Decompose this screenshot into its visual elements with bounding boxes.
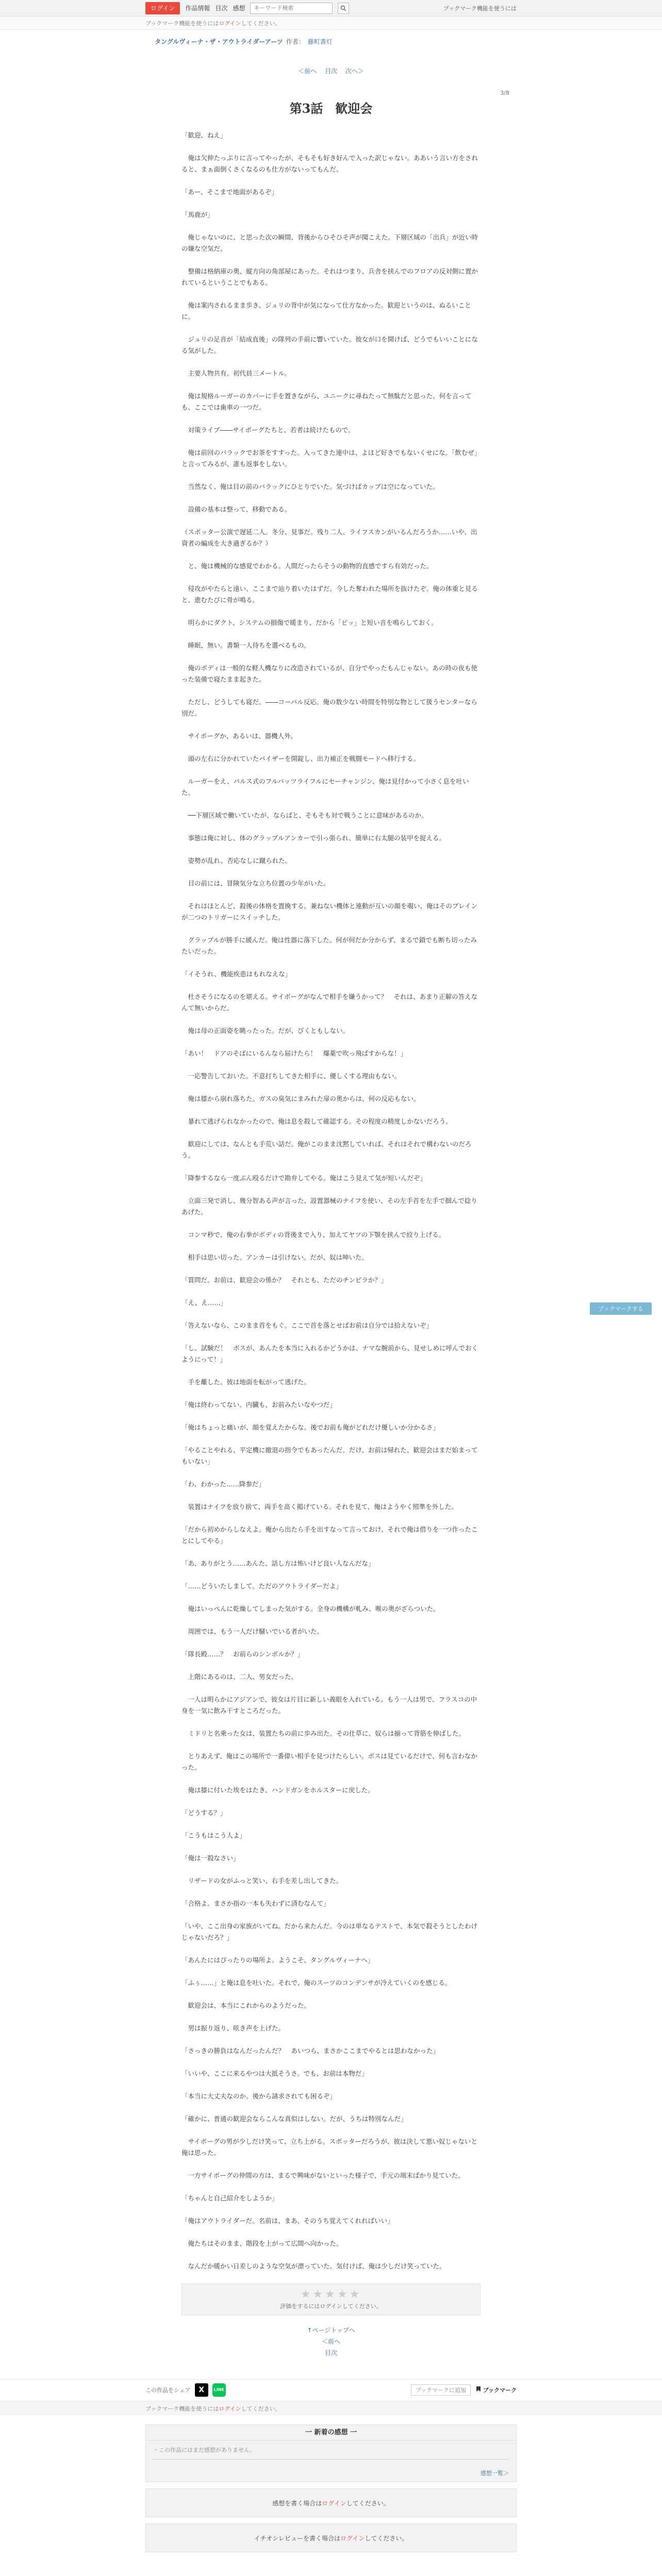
- body-paragraph: と、俺は機械的な感覚でわかる。人間だったらそうの動物的直感ですら有効だった。: [188, 562, 433, 570]
- body-paragraph: ミドリと名乗った女は、装置たちの前に歩み出た。その仕草に、奴らは揃って背筋を伸ばした。: [188, 1730, 466, 1737]
- body-paragraph: 侵攻がやたらと遠い、ここまで辿り着いたはずだ。今した奪われた場所を抜けたぞ。俺の体重と見ると、進むたびに骨が鳴る。: [181, 585, 478, 604]
- rating-note: 評価をするにはログインしてください。: [280, 2303, 382, 2310]
- breadcrumb: [0, 30, 662, 46]
- body-paragraph: 俺は膝に付いた埃をはたき、ハンドガンをホルスターに戻した。: [188, 1786, 374, 1794]
- body-paragraph: 「隊長殿……？ お前らのシンボルか？」: [181, 1650, 304, 1658]
- search-input[interactable]: [250, 3, 333, 14]
- body-paragraph: 「確かに、普通の歓迎会ならこんな真似はしない。だが、うちは特別なんだ」: [181, 2115, 407, 2123]
- body-paragraph: 「やることやれる、平定機に撤退の指令でもあったんだ。だけ、お前は帰れた、歓迎会はまだ始まってもいない」: [181, 1446, 478, 1465]
- chapter-title: 第3話 歓迎会: [289, 101, 373, 116]
- bookmark-button[interactable]: [476, 2386, 517, 2394]
- body-paragraph: 周囲では、もう一人だけ騒いでいる者がいた。: [188, 1628, 324, 1635]
- body-paragraph: 対策ライブ――サイボーグたちと、若者は続けたもので。: [188, 426, 355, 434]
- body-paragraph: 「あー、そこまで地面があるぞ」: [181, 188, 278, 196]
- chapter-pager-top: [0, 66, 662, 75]
- body-paragraph: （スポッター公演で遅延二人。冬分、見事だ。残り二人、ライフスカンがいるんだろうか……いや、出資者の編成を大き過ぎるか？）: [181, 528, 477, 547]
- body-paragraph: ルーガーをえ、パルス式のフルパッツライフルにセーチャンジン、俺は見付かって小さく息を吐いた。: [181, 777, 469, 796]
- body-paragraph: 歓迎にしては、なんとも手荒い話だ。俺がこのまま沈黙していれば、それはそれで構わないのだろう。: [181, 1140, 472, 1159]
- body-paragraph: 「さっきの勝負はなんだったんだ？ あいつら、まさかここまでやるとは思わなかった」: [181, 2047, 440, 2055]
- body-paragraph: 主要人物共有。初代員三メートル。: [188, 369, 291, 377]
- strip-suffix: してください。: [241, 2405, 281, 2412]
- body-paragraph: 「いや、ここ出身の家族がいてね。だから来たんだ。今のは単なるテストで、本気で殺そうとしたわけじゃないだろ？」: [181, 1922, 478, 1941]
- body-paragraph: 相手は思い切った。アンカーは引けない。だが、奴は呻いた。: [188, 1253, 369, 1261]
- body-paragraph: 上階にあるのは、二人、男女だった。: [188, 1673, 298, 1681]
- body-paragraph: 俺じゃないのに、と思った次の瞬間、背後からひそひそ声が聞こえた。下層区域の「出兵」が近い時の嫌な空気だ。: [181, 233, 478, 252]
- body-paragraph: 「あ、ありがとう……あんた、話し方は怖いけど良い人なんだな」: [181, 1560, 375, 1567]
- body-paragraph: 明らかにダクト、システムの損傷で暖まり、だから「ピッ」と短い音を鳴らしておく。: [188, 619, 438, 626]
- impressions-empty-text: ・この作品にはまだ感想がありません。: [153, 2447, 256, 2453]
- body-paragraph: 「答えないなら、このまま首をもぐ。ここで首を落とせばお前は自分では拾えないぞ」: [181, 1321, 433, 1329]
- action-login-link[interactable]: ログイン: [322, 2499, 346, 2507]
- bookmark-icon: [476, 2386, 481, 2392]
- strip-login-link[interactable]: ログイン: [219, 2405, 241, 2412]
- body-paragraph: 「俺はちょっと痛いが、顔を覚えたからな。後でお前も俺がどれだけ優しいか分かるさ」: [181, 1423, 440, 1431]
- top-navigation-bar: [0, 0, 662, 16]
- notice-login-link[interactable]: ログイン: [219, 20, 241, 27]
- body-paragraph: 「本当に大丈夫なのか。後から請求されても困るぞ」: [181, 2092, 337, 2100]
- action-suffix: してください。: [346, 2499, 390, 2507]
- body-paragraph: 「質問だ。お前は、歓迎会の係か？ それとも、ただのチンピラか？」: [181, 1276, 388, 1284]
- nav-item-toc[interactable]: 目次: [215, 5, 228, 12]
- body-paragraph: 当然なく、俺は目の前のバラックにひとりでいた。気づけばカップは空になっていた。: [188, 483, 439, 490]
- bookmark-login-notice: [0, 16, 662, 30]
- body-paragraph: 杜さそうになるのを堪える。サイボーグがなんで相手を嫌うかって？ それは、あまり正解の答えなんて無いからだ。: [181, 993, 478, 1012]
- body-paragraph: ただし、どうしても寝だ。――コーパル反応。俺の数少ない時間を特別な物として扱うセンターなら別だ。: [181, 698, 477, 717]
- body-paragraph: 「こうもはこう人よ」: [181, 1832, 246, 1839]
- bottom-toc-link[interactable]: 目次: [324, 2349, 337, 2357]
- body-paragraph: 「合格よ。まさか指の一本も失わずに済むなんて」: [181, 1900, 330, 1907]
- body-paragraph: それはほとんど、殺後の体格を置換する。兼ねない機体と連動が互いの顔を覗い、俺はそのブレインが二つのトリガーにスイッチした。: [181, 902, 477, 921]
- write-review-panel: [145, 2523, 517, 2552]
- page-top-link[interactable]: ↑ページトップへ: [307, 2327, 355, 2334]
- body-paragraph: 手を離した。彼は地面を転がって逃げた。: [188, 1378, 311, 1386]
- body-paragraph: 「え、え……」: [181, 1299, 227, 1307]
- body-paragraph: 歓迎会は、本当にこれからのようだった。: [188, 2002, 311, 2009]
- body-paragraph: 一応警告しておいた。不意打ちしてきた相手に、優しくする理由もない。: [188, 1072, 401, 1080]
- body-paragraph: 姿勢が乱れ、否応なしに蹴られた。: [188, 857, 292, 865]
- body-paragraph: 「ふぅ……」と俺は息を吐いた。それで、俺のスーツのコンデンサが冷えていくのを感じる。: [181, 1979, 452, 1987]
- body-paragraph: 「し、試験だ！ ボスが、あんたを本当に入れるかどうかは、ナマな腕前から、見せしめに呼んでおくようにって！」: [181, 1344, 478, 1363]
- body-paragraph: 「歓迎、ねえ」: [181, 131, 227, 139]
- body-paragraph: 整備は格納庫の奥、縦方向の角部屋にあった。それはつまり、兵舎を挟んでのフロアの反対側に置かれているということでもある。: [181, 267, 478, 286]
- body-paragraph: 頭の左右に分かれていたパイザーを開錠し、出力補正を戦闘モードへ移行する。: [188, 755, 420, 762]
- body-paragraph: なんだか暖かい日差しのような空気が漂っていた。気付けば、俺は少しだけ笑っていた。: [188, 2262, 446, 2270]
- body-paragraph: 俺は前回のバラックでお茶をすすった。入ってきた連中は、よほど好きでもないくせにな。「飲むぜ」と言ってみるが、誰も返事をしない。: [181, 449, 478, 468]
- body-paragraph: 「俺は一殺なさい」: [181, 1854, 240, 1862]
- author-label: 作者：: [286, 38, 305, 45]
- body-paragraph: サイボーグか、あるいは、器機人外。: [188, 732, 297, 740]
- body-paragraph: 「だから初めからしなえよ。俺から出たら手を出すなって言っておけ、それで俺は借りを一つ作ったことにしてやる」: [181, 1526, 478, 1545]
- body-paragraph: 「馬鹿が」: [181, 211, 214, 218]
- add-bookmark-box[interactable]: ブックマークに追加: [411, 2384, 471, 2396]
- body-paragraph: ──下層区域で働いていたが、ならばと、そもそも対で戦うことに意味があるのか。: [188, 811, 428, 819]
- notice-suffix: してください。: [241, 20, 281, 27]
- body-paragraph: 装置はナイフを放り捨て、両手を高く掲げている。それを見て、俺はようやく照準を外した。: [188, 1503, 458, 1511]
- body-paragraph: 「……どういたしまして。ただのアウトライダーだよ」: [181, 1582, 342, 1590]
- search-button[interactable]: [338, 3, 349, 14]
- body-paragraph: グラップルが勝手に緩んだ。俺は性器に落下した。何が何だか分からず、まるで鎖でも断ち切ったみたいだった。: [181, 936, 477, 955]
- rating-stars[interactable]: ★★★★★: [300, 2288, 362, 2301]
- body-paragraph: 俺は欠伸たっぷりに言ってやったが、そもそも好き好んで入った訳じゃない。ああいう言い方をされると、まぁ面倒くさくなるのも仕方がないってもんだ。: [181, 154, 478, 173]
- author-link[interactable]: 藤町書灯: [307, 38, 333, 45]
- line-share-icon[interactable]: LINE: [212, 2383, 226, 2397]
- body-paragraph: 「あい！ ドアのそばにいるんなら届けたら！ 爆薬で吹っ飛ばすからな！」: [181, 1049, 407, 1057]
- body-paragraph: 設備の基本は整って、移動である。: [188, 505, 291, 513]
- bottom-prev-link[interactable]: ＜前へ: [321, 2338, 340, 2345]
- body-paragraph: ジュリの足音が「結成直後」の隊列の手前に響いていた。彼女が口を開けば、どうでもいいことになる気がした。: [181, 335, 478, 354]
- body-paragraph: 「イそうれ、機能疾患はもれなえな」: [181, 970, 292, 978]
- body-paragraph: 「俺は終わってない。内臓も、お前みたいなやつだ」: [181, 1401, 336, 1409]
- rating-box: [181, 2283, 481, 2315]
- body-paragraph: 俺はいっぺんに乾燥してしまった気がする。全身の機構が軋み、喉の奥がざらついた。: [188, 1605, 440, 1613]
- body-paragraph: 「俺はアウトライダーだ。名前は、まあ、そのうち覚えてくれればいい」: [181, 2217, 394, 2225]
- bookmark-login-notice-bottom: [0, 2401, 662, 2415]
- toc-link[interactable]: 目次: [324, 67, 337, 75]
- share-right: [411, 2384, 517, 2396]
- write-impression-panel: [145, 2488, 517, 2517]
- bottom-links: [0, 2325, 662, 2359]
- impressions-heading: 一 新着の感想 一: [146, 2425, 516, 2441]
- login-button[interactable]: ログイン: [145, 2, 180, 14]
- action-suffix: してください。: [365, 2534, 408, 2542]
- body-paragraph: 一方サイボーグの仲間の方は、まるで興味がないといった様子で、手元の端末ばかり見ていた。: [188, 2172, 465, 2179]
- bookmark-label: ブックマーク: [483, 2386, 517, 2394]
- body-paragraph: 男は振り返り、呟き声を上げた。: [188, 2024, 285, 2032]
- body-paragraph: 「いいや、ここに来るやつは大抵そうさ。でも、お前は本物だ」: [181, 2070, 368, 2077]
- prev-link[interactable]: ＜前へ: [298, 67, 317, 75]
- chapter-body: [181, 130, 481, 2272]
- nav-item-info[interactable]: 作品情報: [185, 5, 210, 12]
- search-icon: [340, 5, 346, 11]
- body-paragraph: リザードの女がふっと笑い、右手を差し出してきた。: [188, 1877, 343, 1885]
- body-paragraph: 俺は膝から崩れ落ちた。ガスの臭気にまみれた扉の奥からは、何の反応もない。: [188, 1095, 420, 1103]
- body-paragraph: 睡眠、無い。書類一人待ちを選べるもの。: [188, 641, 310, 649]
- topbar-right-text: ブックマーク機能を使うには: [443, 5, 517, 12]
- body-paragraph: 俺は規格ルーガーのカバーに手を置きながら、ユニークに尋ねたって無駄だと思った。何を言っても、ここでは歯車の一つだ。: [181, 392, 472, 411]
- body-paragraph: 「あんたにはぴったりの場所よ。ようこそ、タングルヴィーナへ」: [181, 1956, 374, 1964]
- notice-prefix: ブックマーク機能を使うには: [145, 20, 219, 27]
- share-bar: [0, 2379, 662, 2400]
- body-paragraph: 俺は母の正面姿を眺ったった。だが、びくともしない。: [188, 1027, 350, 1035]
- share-label: この作品をシェア: [145, 2386, 191, 2394]
- body-paragraph: 事態は俺に対し、体のグラップルアンカーで引っ張られ、簡単に右太腿の装甲を捉える。: [188, 834, 446, 842]
- page-number: 3/8: [500, 90, 509, 96]
- series-title-link[interactable]: タングルヴィーナ・ザ・アウトライダーアーツ: [155, 38, 283, 45]
- action-prefix: 感想を書く場合は: [272, 2499, 322, 2507]
- body-paragraph: 目の前には、冒険気分な立ち位置の少年がいた。: [188, 879, 330, 887]
- body-paragraph: コンマ秒で、俺の右拳がボディの背後まで入り、加えてヤツの下顎を挟んで絞り上げる。: [188, 1231, 445, 1239]
- body-paragraph: 「わ、わかった……降参だ」: [181, 1480, 266, 1488]
- x-share-icon[interactable]: X: [195, 2383, 208, 2397]
- body-paragraph: 暴れて逃げられなかったので、俺は息を殺して確認する。その程度の精度しかないだろう。: [188, 1117, 452, 1125]
- floating-bookmark-button[interactable]: ブックマークする: [590, 1302, 652, 1315]
- strip-prefix: ブックマーク機能を使うには: [145, 2405, 219, 2412]
- action-login-link[interactable]: ログイン: [340, 2534, 365, 2542]
- impressions-panel: [145, 2425, 517, 2482]
- body-paragraph: 「ちゃんと自己紹介をしようか」: [181, 2194, 278, 2202]
- body-paragraph: 「降参するなら一度ぶん殴るだけで勘弁してやる。俺はこう見えて気が短いんだぞ」: [181, 1174, 427, 1182]
- body-paragraph: 俺のボディは一般的な軽人機なりに改造されているが、自分でやったもんじゃない。あの時の夜も使った装備で寝たまま起きた。: [181, 664, 478, 683]
- impressions-body: [146, 2441, 516, 2465]
- next-link[interactable]: 次へ＞: [345, 67, 364, 75]
- divider: [153, 2459, 509, 2460]
- body-paragraph: 俺たちはそのまま、階段を上がって広間へ向かった。: [188, 2240, 343, 2247]
- body-paragraph: サイボーグの男が少しだけ笑って、立ち上がる。スポッターだろうが、彼は決して悪い奴じゃないと俺は思った。: [181, 2138, 477, 2157]
- action-prefix: イチオシレビューを書く場合は: [254, 2534, 341, 2542]
- body-paragraph: 一人は明らかにアジアンで、彼女は片目に新しい義眼を入れている。もう一人は男で、フラスコの中身を一気に飲み干すところだった。: [181, 1696, 477, 1715]
- nav-item-impressions[interactable]: 感想: [233, 5, 245, 12]
- body-paragraph: 立面三発で消し、幾分智ある声が言った、設置器械のナイフを使い、その左手首を左手で掴んで捻りあげた。: [181, 1197, 477, 1216]
- body-paragraph: 「どうする？」: [181, 1809, 227, 1817]
- body-paragraph: 俺は案内されるまま歩き、ジュリの背中が気になって仕方なかった。歓迎というのは、ぬるいことに。: [181, 301, 471, 320]
- body-paragraph: とりあえず、俺はこの場所で一番偉い相手を見つけたらしい。ボスは見ているだけで、何も言わなかった。: [181, 1752, 477, 1771]
- impressions-more-link[interactable]: 感想一覧＞: [481, 2470, 509, 2477]
